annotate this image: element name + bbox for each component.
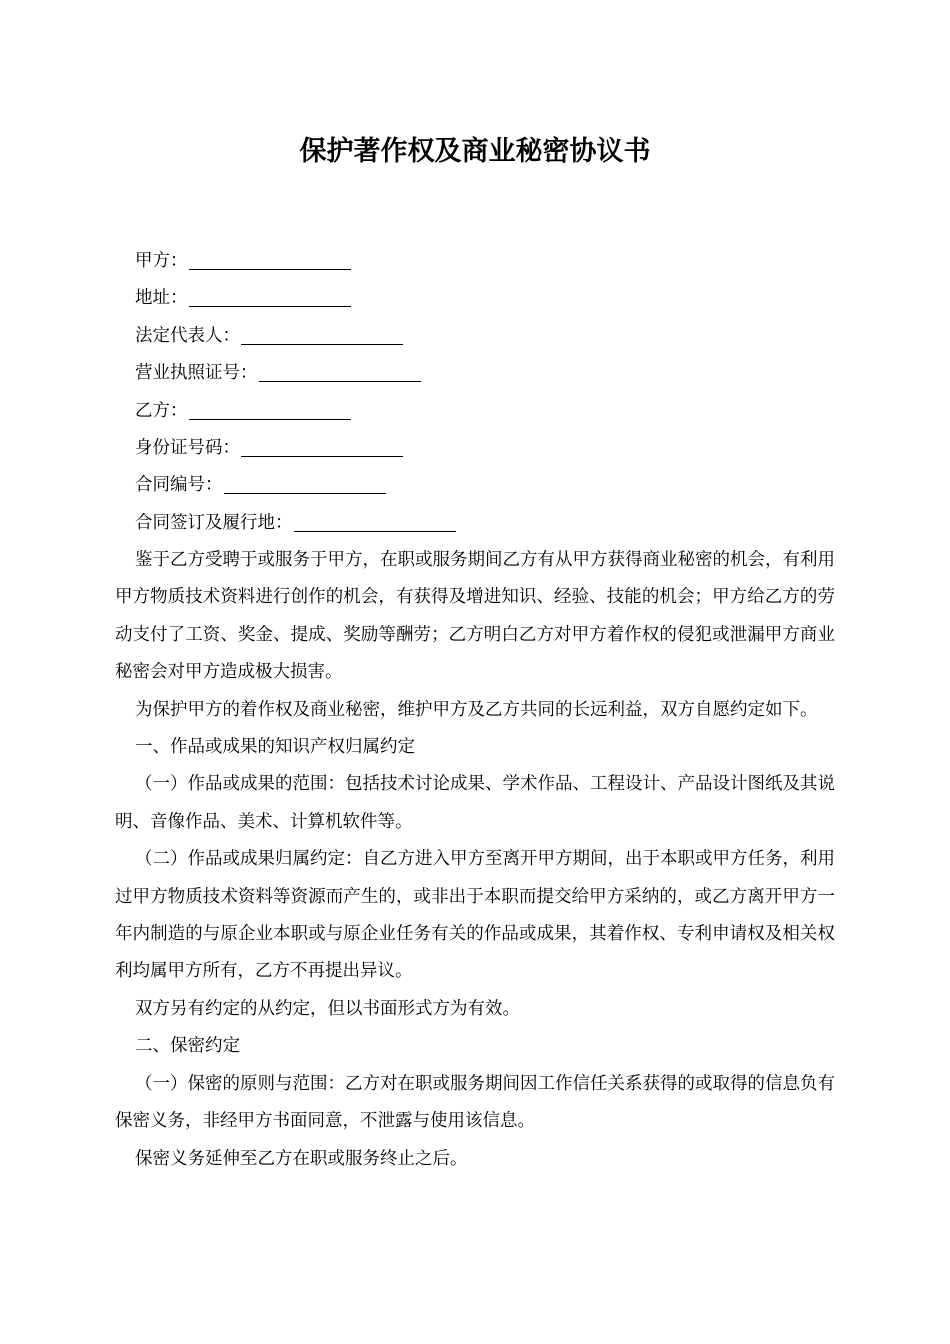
field-party-a [135, 243, 835, 280]
field-id-number [135, 430, 835, 467]
paragraph-preamble: 鉴于乙方受聘于或服务于甲方，在职或服务期间乙方有从甲方获得商业秘密的机会，有利用甲方物质技术资料进行创作的机会，有获得及增进知识、经验、技能的机会；甲方给乙方的劳动支付了工资、奖金、提成、奖励等酬劳；乙方明白乙方对甲方着作权的侵犯或泄漏甲方商业秘密会对甲方造成极大损害。 [115, 550, 835, 683]
fill-in-blank [294, 511, 456, 532]
fill-in-blank [241, 324, 403, 345]
document-title: 保护著作权及商业秘密协议书 [299, 136, 651, 167]
party-info-fields [135, 243, 835, 542]
field-signing-place [135, 505, 835, 542]
field-label: 地址： [135, 288, 188, 309]
paragraph-other-agreement: 双方另有约定的从约定，但以书面形式方为有效。 [135, 998, 520, 1019]
field-label: 身份证号码： [135, 437, 240, 458]
fill-in-blank [189, 399, 351, 420]
fill-in-blank [189, 286, 351, 307]
field-address [135, 280, 835, 317]
field-label: 营业执照证号： [135, 363, 258, 384]
field-label: 乙方： [135, 400, 188, 421]
field-party-b [135, 393, 835, 430]
paragraph-purpose: 为保护甲方的着作权及商业秘密，维护甲方及乙方共同的长远利益，双方自愿约定如下。 [135, 699, 818, 720]
paragraph-confidentiality-extension: 保密义务延伸至乙方在职或服务终止之后。 [135, 1148, 468, 1169]
field-label: 合同签订及履行地： [135, 512, 293, 533]
field-legal-representative [135, 318, 835, 355]
section-heading-ip-ownership: 一、作品或成果的知识产权归属约定 [135, 737, 415, 758]
field-label: 甲方： [135, 251, 188, 271]
fill-in-blank [189, 249, 351, 270]
field-label: 合同编号： [135, 475, 223, 496]
paragraph-confidentiality-scope: （一）保密的原则与范围：乙方对在职或服务期间因工作信任关系获得的或取得的信息负有保密义务，非经甲方书面同意，不泄露与使用该信息。 [115, 1073, 835, 1132]
fill-in-blank [259, 361, 421, 382]
field-business-license [135, 355, 835, 392]
fill-in-blank [224, 473, 386, 494]
field-contract-number [135, 467, 835, 504]
section-heading-confidentiality: 二、保密约定 [135, 1036, 240, 1057]
agreement-body [115, 542, 835, 1178]
fill-in-blank [241, 436, 403, 457]
paragraph-work-ownership: （二）作品或成果归属约定：自乙方进入甲方至离开甲方期间，出于本职或甲方任务，利用过甲方物质技术资料等资源而产生的，或非出于本职而提交给甲方采纳的，或乙方离开甲方一年内制造的与原企业本职或与原企业任务有关的作品或成果，其着作权、专利申请权及相关权利均属甲方所有，乙方不再提出异议。 [115, 849, 835, 982]
paragraph-work-scope: （一）作品或成果的范围：包括技术讨论成果、学术作品、工程设计、产品设计图纸及其说明、音像作品、美术、计算机软件等。 [115, 774, 835, 832]
field-label: 法定代表人： [135, 325, 240, 346]
